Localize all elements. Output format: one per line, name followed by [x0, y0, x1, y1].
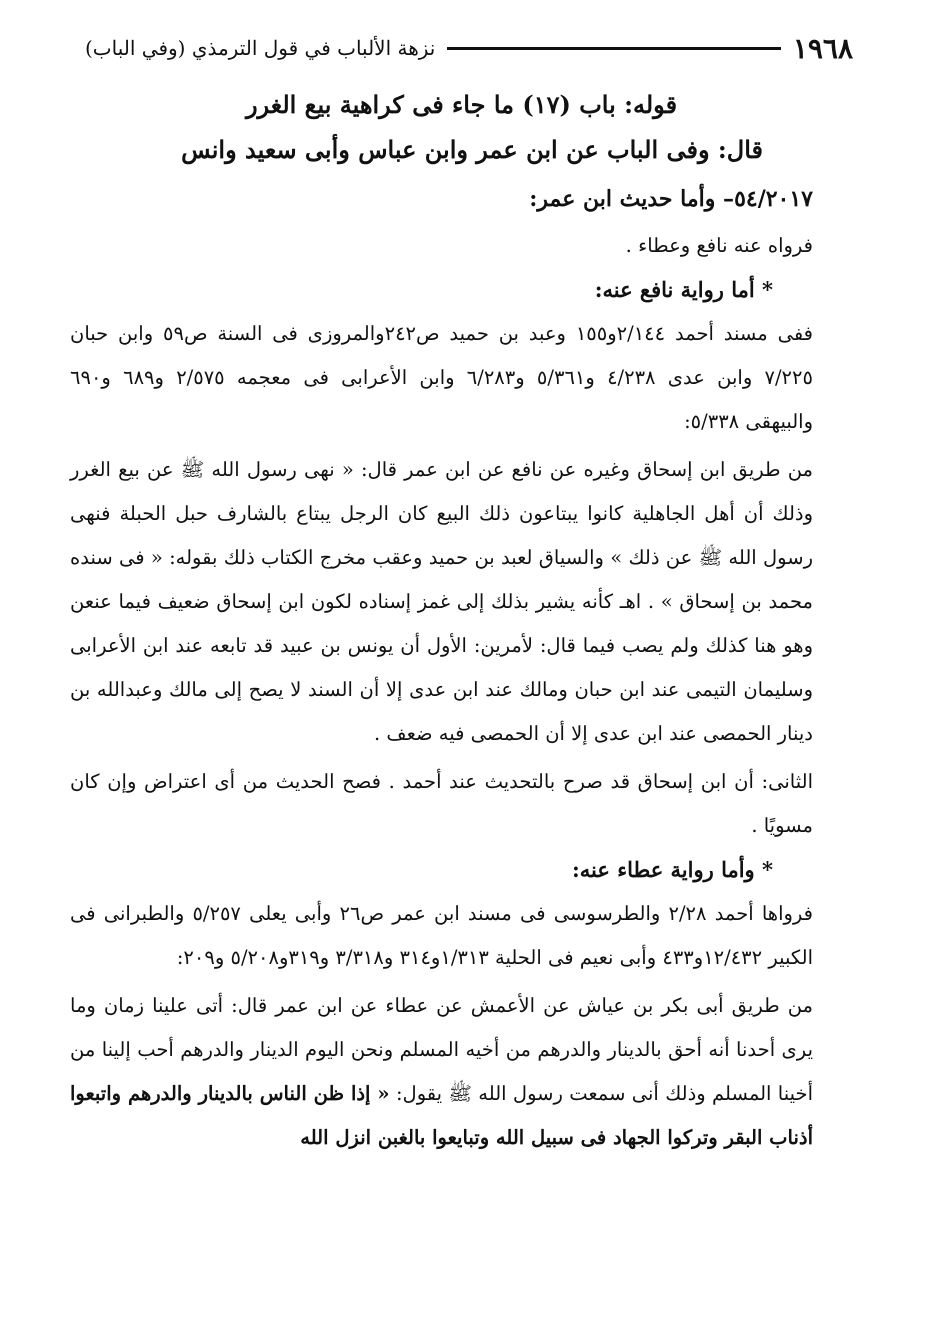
nafi-heading: [70, 268, 853, 312]
ata-text: [70, 984, 853, 1160]
ata-heading: [70, 848, 853, 892]
page-number: ١٩٦٨: [792, 31, 853, 65]
nafi-heading-text: أما رواية نافع عنه:: [594, 277, 755, 302]
running-title: نزهة الألباب في قول الترمذي (وفي الباب): [85, 36, 436, 60]
page-header: [85, 30, 853, 66]
narrators-line: فرواه عنه نافع وعطاء .: [625, 234, 813, 257]
star-marker: *: [762, 857, 773, 882]
ata-hadith-quote: « إذا ظن الناس بالدينار والدرهم واتبعوا أذناب البقر وتركوا الجهاد فى سبيل الله وتبايعوا بالغبن انزل الله: [70, 1082, 813, 1149]
qala-line: قال: وفى الباب عن ابن عمر وابن عباس وأبى سعيد وانس: [181, 135, 763, 164]
star-marker: *: [762, 277, 773, 302]
ata-sources: فرواها أحمد ٢/٢٨ والطرسوسى فى مسند ابن عمر ص٢٦ وأبى يعلى ٥/٢٥٧ والطبرانى فى الكبير ١٢/٤٣٢و٤٣٣ وأبى نعيم فى الحلية ١/٣١٣و٣١٤ و٣/٣١٨ و٣١٩و٥/٢٠٨ و٢٠٩:: [70, 902, 813, 969]
ata-text-body: من طريق أبى بكر بن عياش عن الأعمش عن عطاء عن ابن عمر قال: أتى علينا زمان وما يرى أحدنا أنه أحق بالدينار والدرهم من أخيه المسلم ونحن اليوم الدينار والدرهم أحب إلينا من أخينا المسلم وذلك أنى سمعت رسول الله ﷺ يقول:: [70, 994, 813, 1105]
hadith-heading: ٥٤/٢٠١٧– وأما حديث ابن عمر:: [529, 186, 813, 212]
nafi-text: من طريق ابن إسحاق وغيره عن نافع عن ابن عمر قال: « نهى رسول الله ﷺ عن بيع الغرر وذلك أن أهل الجاهلية كانوا يبتاعون ذلك البيع كان الرجل يبتاع بالشارف حبل الحبلة فنهى رسول الله ﷺ عن ذلك » والسياق لعبد بن حميد وعقب مخرج الكتاب ذلك بقوله: « فى سنده محمد بن إسحاق » . اهـ كأنه يشير بذلك إلى غمز إسناده لكون ابن إسحاق ضعيف فيما عنعن وهو هنا كذلك ولم يصب فيما قال: لأمرين: الأول أن يونس بن عبيد قد تابعه عند ابن الأعرابى وسليمان التيمى عند ابن حبان ومالك عند ابن عدى إلا أن السند لا يصح إلى مالك وعبدالله بن دينار الحمصى عند ابن عدى إلا أن الحمصى فيه ضعف .: [70, 458, 813, 745]
chapter-heading: قوله: باب (١٧) ما جاء فى كراهية بيع الغرر: [245, 90, 678, 119]
second-point: الثانى: أن ابن إسحاق قد صرح بالتحديث عند أحمد . فصح الحديث من أى اعتراض وإن كان مسويًا .: [70, 770, 813, 837]
nafi-sources: ففى مسند أحمد ٢/١٤٤و١٥٥ وعبد بن حميد ص٢٤٢والمروزى فى السنة ص٥٩ وابن حبان ٧/٢٢٥ وابن عدى ٤/٢٣٨ و٥/٣٦١ و٦/٢٨٣ وابن الأعرابى فى معجمه ٢/٥٧٥ و٦٨٩ و٦٩٠ والبيهقى ٥/٣٣٨:: [70, 322, 814, 433]
ata-heading-text: وأما رواية عطاء عنه:: [572, 857, 755, 882]
page-content: [70, 84, 853, 1160]
header-rule: [447, 47, 780, 50]
